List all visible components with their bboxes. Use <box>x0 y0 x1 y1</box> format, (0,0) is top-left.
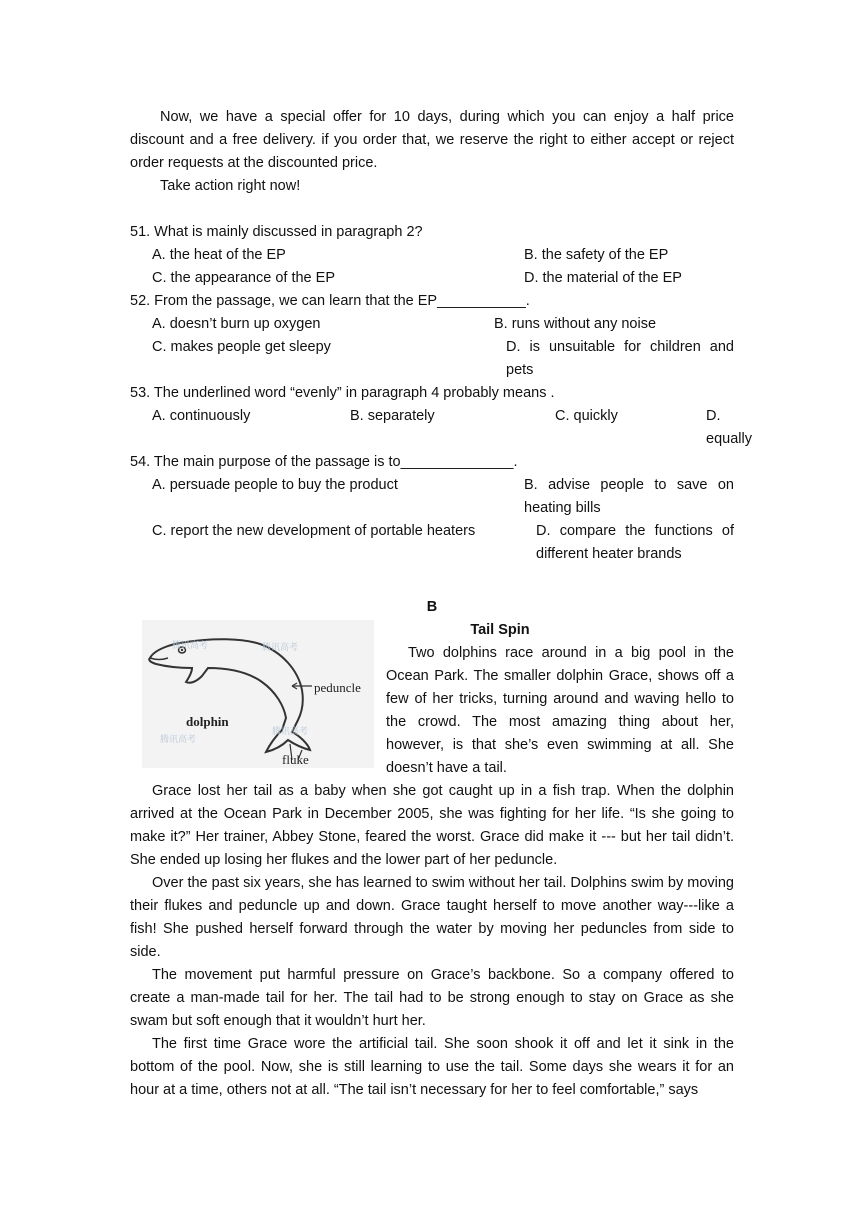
spacer <box>130 566 734 589</box>
watermark-4: 腾讯高考 <box>272 726 309 736</box>
option-53-b: B. separately <box>350 408 435 424</box>
option-53-a: A. continuously <box>152 408 251 424</box>
question-54-stem: 54. The main purpose of the passage is to______________. <box>130 454 518 470</box>
document-page <box>130 106 752 1102</box>
passage-title: Tail Spin <box>470 622 530 638</box>
option-52-d: D. is unsuitable for children and pets <box>506 339 734 378</box>
watermark-1: 腾讯高考 <box>172 640 209 650</box>
option-54-b: B. advise people to save on heating bills <box>524 477 734 516</box>
option-51-d: D. the material of the EP <box>524 270 682 286</box>
watermark-2: 腾讯高考 <box>262 642 299 652</box>
option-51-a: A. the heat of the EP <box>152 247 286 263</box>
question-53-options <box>130 405 734 428</box>
section-letter: B <box>426 599 438 615</box>
option-52-a: A. doesn’t burn up oxygen <box>152 316 321 332</box>
spacer <box>130 198 734 221</box>
passage-paragraph-5: The first time Grace wore the artificial tail. She soon shook it off and let it sink in the bottom of the pool. Now, she is still learning to use the tail. Some days she wears it for an hour at a time, others not at all. “The tail isn’t necessary for her to feel comfortable,” says <box>130 1036 734 1098</box>
question-52-stem: 52. From the passage, we can learn that the EP___________. <box>130 293 530 309</box>
option-54-c: C. report the new development of portable heaters <box>152 523 476 539</box>
option-51-c: C. the appearance of the EP <box>152 270 335 286</box>
offer-paragraph: Now, we have a special offer for 10 days, during which you can enjoy a half price discount and a free delivery. if you order that, we reserve the right to either accept or reject order requests at the discounted price. <box>130 109 734 171</box>
option-54-a: A. persuade people to buy the product <box>152 477 398 493</box>
option-53-d: D. equally <box>706 408 752 447</box>
call-to-action: Take action right now! <box>160 178 301 194</box>
option-52-b: B. runs without any noise <box>494 316 657 332</box>
dolphin-label: dolphin <box>186 714 229 729</box>
option-54-d: D. compare the functions of different heater brands <box>536 523 734 562</box>
passage-paragraph-3: Over the past six years, she has learned to swim without her tail. Dolphins swim by moving their flukes and peduncle up and down. Grace taught herself to move another way---like a fish! She pushed herself forward through the water by moving her peduncles from side to side. <box>130 875 734 960</box>
question-54-options-row2 <box>130 520 734 543</box>
question-52-options-row2 <box>130 336 734 359</box>
option-51-b: B. the safety of the EP <box>524 247 669 263</box>
fluke-label: fluke <box>282 752 309 767</box>
question-51-stem: 51. What is mainly discussed in paragraph 2? <box>130 224 423 240</box>
question-52-options-row1 <box>130 313 734 336</box>
question-51-options-row1 <box>130 244 734 267</box>
passage-paragraph-4: The movement put harmful pressure on Grace’s backbone. So a company offered to create a man-made tail for her. The tail had to be strong enough to stay on Grace as she swam but soft enough that it wouldn’t hurt her. <box>130 967 734 1029</box>
passage-paragraph-2: Grace lost her tail as a baby when she got caught up in a fish trap. When the dolphin arrived at the Ocean Park in December 2005, she was fighting for her life. “Is she going to make it?” Her trainer, Abbey Stone, feared the worst. Grace did make it --- but her tail didn’t. She ended up losing her flukes and the lower part of her peduncle. <box>130 783 734 868</box>
question-53-stem: 53. The underlined word “evenly” in paragraph 4 probably means . <box>130 385 555 401</box>
question-54-options-row1 <box>130 474 734 497</box>
dolphin-figure <box>142 620 374 768</box>
peduncle-label: peduncle <box>314 680 361 695</box>
option-53-c: C. quickly <box>555 408 618 424</box>
watermark-3: 腾讯高考 <box>160 734 197 744</box>
question-51-options-row2 <box>130 267 734 290</box>
passage-paragraph-1: Two dolphins race around in a big pool in the Ocean Park. The smaller dolphin Grace, shows off a few of her tricks, turning around and waving hello to the crowd. The most amazing thing about her, however, is that she’s even swimming at all. She doesn’t have a tail. <box>386 645 734 776</box>
option-52-c: C. makes people get sleepy <box>152 339 331 355</box>
